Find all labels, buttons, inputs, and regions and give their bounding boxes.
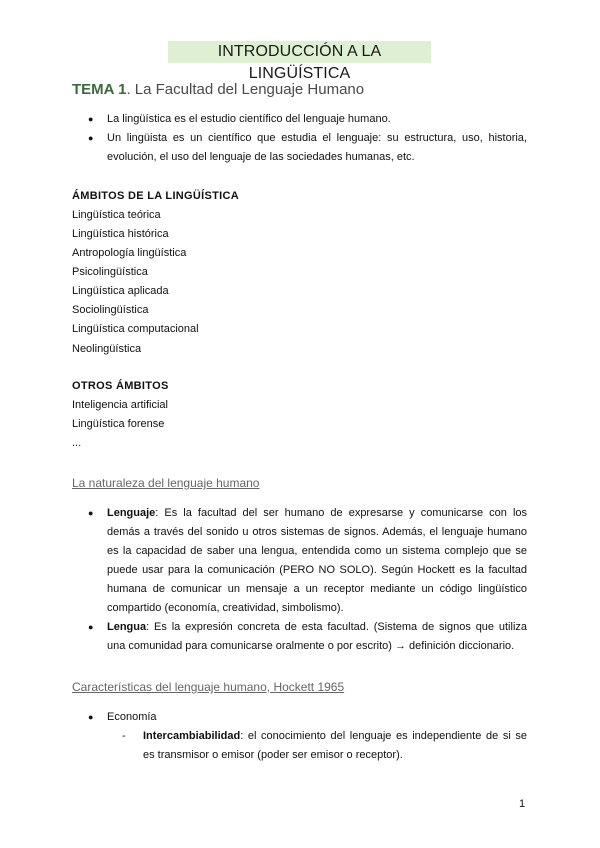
ambito-item: Lingüística aplicada bbox=[72, 285, 169, 297]
bullet-icon: ● bbox=[88, 622, 94, 632]
ambitos-heading: ÁMBITOS DE LA LINGÜÍSTICA bbox=[72, 190, 239, 202]
ambito-item: Lingüística teórica bbox=[72, 209, 161, 221]
ambito-item: Neolingüística bbox=[72, 343, 142, 355]
lenguaje-bullet bbox=[107, 504, 527, 618]
intro-bullet-1: La lingüística es el estudio científico del lenguaje humano. bbox=[107, 113, 391, 125]
lengua-definition: : Es la expresión concreta de esta facultad. (Sistema de signos que utiliza una comunidad para comunicarse oralmente o por escrito) → definición diccionario. bbox=[107, 621, 527, 652]
tema-heading bbox=[72, 80, 364, 100]
bullet-icon: ● bbox=[88, 508, 94, 518]
lenguaje-term: Lenguaje bbox=[107, 507, 156, 519]
lengua-bullet bbox=[107, 618, 527, 656]
intro-bullet-2: Un lingüista es un científico que estudia el lenguaje: su estructura, uso, historia, evolución, el uso del lenguaje de las sociedades humanas, etc. bbox=[107, 132, 527, 163]
otros-heading: OTROS ÁMBITOS bbox=[72, 380, 169, 392]
otro-item: Lingüística forense bbox=[72, 418, 165, 430]
document-title: INTRODUCCIÓN A LA LINGÜÍSTICA bbox=[168, 41, 431, 63]
bullet-icon: ● bbox=[88, 114, 94, 124]
caracteristicas-heading: Características del lenguaje humano, Hockett 1965 bbox=[72, 680, 345, 694]
ambito-item: Lingüística histórica bbox=[72, 228, 169, 240]
dash-marker: - bbox=[122, 730, 126, 742]
intercambiabilidad-item bbox=[143, 727, 527, 765]
lenguaje-definition: : Es la facultad del ser humano de expresarse y comunicarse con los demás a través del sonido u otros sistemas de signos. Además, el lenguaje humano es la capacidad de saber una lengua, entendida como un sistema complejo que se puede usar para la comunicación (PERO NO SOLO). Según Hockett es la facultad humana de comunicar un mensaje a un receptor mediante un código lingüístico compartido (economía, creatividad, simbolismo). bbox=[107, 507, 527, 614]
ambito-item: Psicolingüística bbox=[72, 266, 148, 278]
lengua-term: Lengua bbox=[107, 621, 147, 633]
naturaleza-heading: La naturaleza del lenguaje humano bbox=[72, 476, 260, 490]
bullet-icon: ● bbox=[88, 133, 94, 143]
otro-item: ... bbox=[72, 437, 82, 449]
bullet-icon: ● bbox=[88, 712, 94, 722]
economia-bullet: Economía bbox=[107, 711, 157, 723]
tema-number: TEMA 1 bbox=[72, 81, 127, 98]
intercambiabilidad-definition: : el conocimiento del lenguaje es independiente de si se es transmisor o emisor (poder ser emisor o receptor). bbox=[143, 730, 527, 761]
otro-item: Inteligencia artificial bbox=[72, 399, 168, 411]
intercambiabilidad-term: Intercambiabilidad bbox=[143, 730, 241, 742]
ambito-item: Sociolingüística bbox=[72, 304, 149, 316]
ambito-item: Antropología lingüística bbox=[72, 247, 187, 259]
ambito-item: Lingüística computacional bbox=[72, 323, 199, 335]
page-number: 1 bbox=[519, 798, 526, 810]
tema-subtitle: . La Facultad del Lenguaje Humano bbox=[126, 81, 365, 98]
